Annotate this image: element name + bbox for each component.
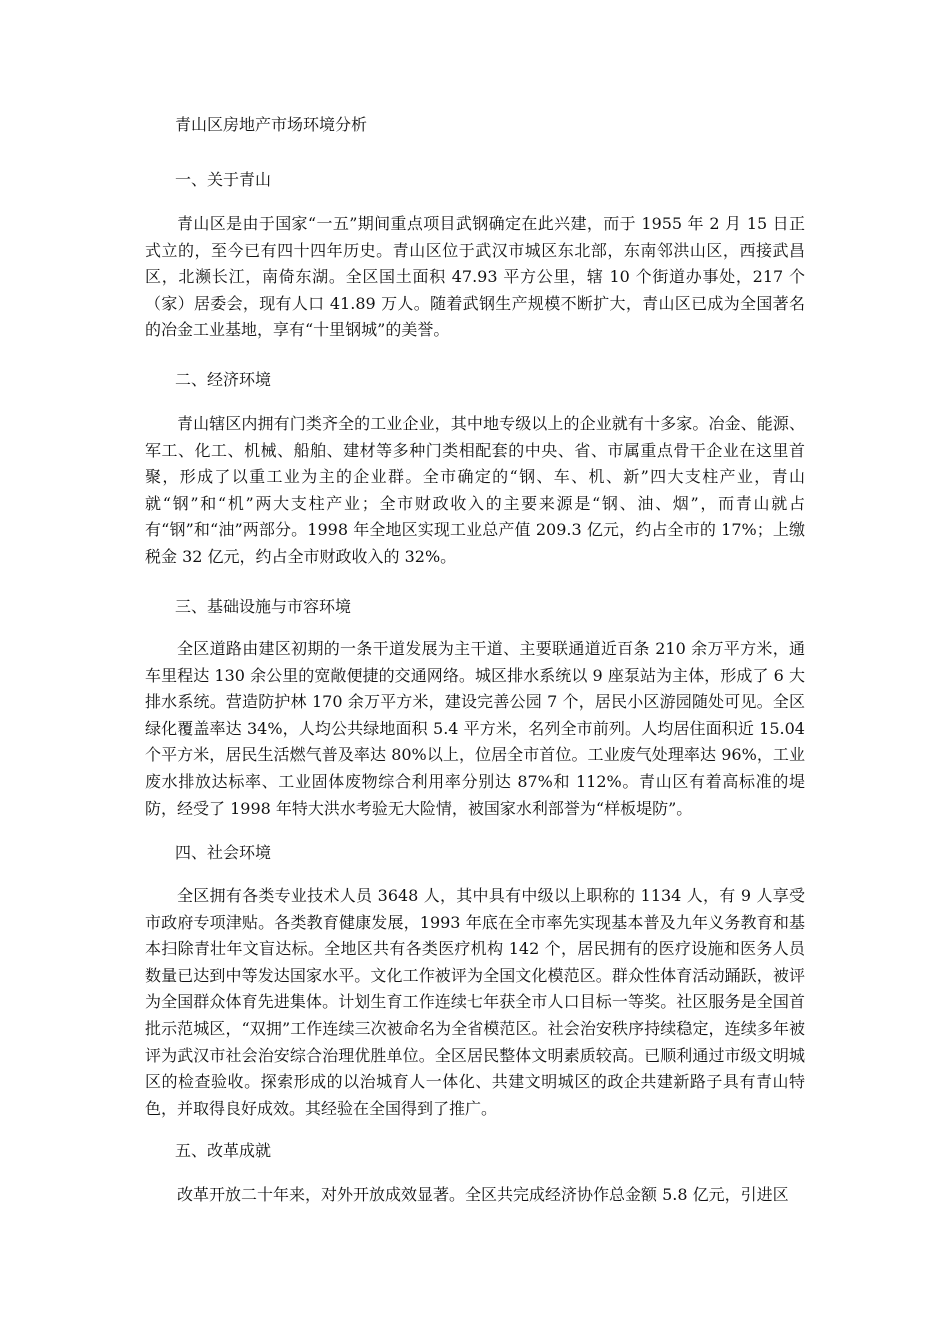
section-heading-reform-achievements: 五、改革成就	[175, 1141, 272, 1160]
section-heading-economic-environment: 二、经济环境	[175, 370, 272, 389]
section-heading-social-environment: 四、社会环境	[175, 843, 272, 862]
section-paragraph-infrastructure: 全区道路由建区初期的一条干道发展为主干道、主要联通道近百条 210 余万平方米，通车里程达 130 余公里的宽敞便捷的交通网络。城区排水系统以 9 座泵站为主体，形成了 6 大排水系统。营造防护林 170 余万平方米，建设完善公园 7 个，居民小区游园随处可见。全区绿化覆盖率达 34%，人均公共绿地面积 5.4 平方米，名列全市前列。人均居住面积近 15.04 个平方米，居民生活燃气普及率达 80%以上，位居全市首位。工业废气处理率达 96%，工业废水排放达标率、工业固体废物综合利用率分别达 87%和 112%。青山区有着高标准的堤防，经受了 1998 年特大洪水考验无大险情，被国家水利部誉为“样板堤防”。	[145, 639, 805, 818]
document-title: 青山区房地产市场环境分析	[175, 115, 368, 134]
section-paragraph-economic-environment: 青山辖区内拥有门类齐全的工业企业，其中地专级以上的企业就有十多家。冶金、能源、军工、化工、机械、船舶、建材等多种门类相配套的中央、省、市属重点骨干企业在这里首聚，形成了以重工业为主的企业群。全市确定的“钢、车、机、新”四大支柱产业，青山就“钢”和“机”两大支柱产业；全市财政收入的主要来源是“钢、油、烟”，而青山就占有“钢”和“油”两部分。1998 年全地区实现工业总产值 209.3 亿元，约占全市的 17%；上缴税金 32 亿元，约占全市财政收入的 32%。	[145, 414, 805, 566]
section-heading-about-qingshan: 一、关于青山	[175, 170, 272, 189]
section-heading-infrastructure: 三、基础设施与市容环境	[175, 597, 352, 616]
section-paragraph-reform-achievements: 改革开放二十年来，对外开放成效显著。全区共完成经济协作总金额 5.8 亿元，引进区	[177, 1185, 789, 1204]
section-paragraph-about-qingshan: 青山区是由于国家“一五”期间重点项目武钢确定在此兴建，而于 1955 年 2 月 15 日正式立的，至今已有四十四年历史。青山区位于武汉市城区东北部，东南邻洪山区，西接武昌区，北濒长江，南倚东湖。全区国土面积 47.93 平方公里，辖 10 个街道办事处，217 个（家）居委会，现有人口 41.89 万人。随着武钢生产规模不断扩大，青山区已成为全国著名的冶金工业基地，享有“十里钢城”的美誉。	[145, 214, 805, 340]
section-paragraph-social-environment: 全区拥有各类专业技术人员 3648 人，其中具有中级以上职称的 1134 人，有 9 人享受市政府专项津贴。各类教育健康发展，1993 年底在全市率先实现基本普及九年义务教育和基本扫除青壮年文盲达标。全地区共有各类医疗机构 142 个，居民拥有的医疗设施和医务人员数量已达到中等发达国家水平。文化工作被评为全国文化模范区。群众性体育活动踊跃，被评为全国群众体育先进集体。计划生育工作连续七年获全市人口目标一等奖。社区服务是全国首批示范城区，“双拥”工作连续三次被命名为全省模范区。社会治安秩序持续稳定，连续多年被评为武汉市社会治安综合治理优胜单位。全区居民整体文明素质较高。已顺利通过市级文明城区的检查验收。探索形成的以治城育人一体化、共建文明城区的政企共建新路子具有青山特色，并取得良好成效。其经验在全国得到了推广。	[145, 886, 805, 1118]
